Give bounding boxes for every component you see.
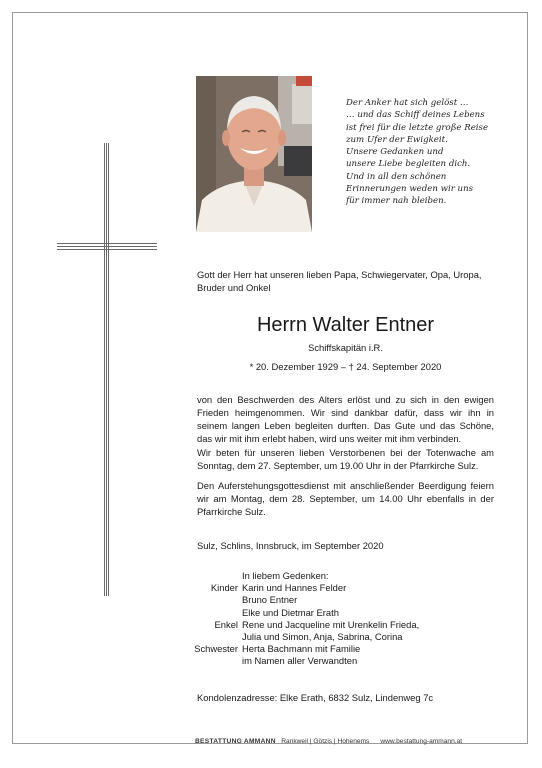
poem-line: ist frei für die letzte große Reise — [346, 122, 489, 133]
footer-brand: BESTATTUNG — [195, 738, 243, 745]
footer — [195, 738, 462, 745]
mourner-row — [160, 619, 419, 631]
mourner-row — [160, 643, 419, 655]
mourner-label — [160, 607, 242, 619]
deceased-title: Schiffskapitän i.R. — [308, 342, 383, 353]
poem-line: zum Ufer der Ewigkeit. — [346, 134, 448, 145]
paragraph-farewell: von den Beschwerden des Alters erlöst und zu sich in den ewigen Frieden heimgenommen. Wir sind dankbar dafür, dass wir ihn in seinem langen Leben begleiten durften. Das Gute und das Schöne, das wir mit ihm erlebt haben, wird uns weiter mit ihm verbinden. — [197, 394, 494, 444]
mourner-row — [160, 655, 419, 667]
mourner-label: Schwester — [194, 643, 238, 655]
mourner-names: Bruno Entner — [242, 594, 298, 606]
mourner-row — [160, 570, 419, 582]
mourner-names: Rene und Jacqueline mit Urenkelin Frieda, — [242, 618, 420, 630]
mourner-label — [160, 594, 242, 606]
mourner-label — [160, 655, 242, 667]
footer-locations: Rankweil | Götzis | Hohenems — [281, 738, 370, 745]
poem-line: Unsere Gedanken und — [346, 147, 444, 158]
paragraph-wake: Wir beten für unseren lieben Verstorbenen bei der Totenwache am Sonntag, dem 27. September, um 19.00 Uhr in der Pfarrkirche Sulz. — [197, 447, 494, 471]
mourner-names: In liebem Gedenken: — [242, 570, 329, 581]
mourner-label: Enkel — [214, 618, 238, 630]
poem-line: unsere Liebe begleiten dich. — [346, 159, 471, 170]
paragraph-funeral: Den Auferstehungsgottesdienst mit anschließender Beerdigung feiern wir am Montag, dem 28. September, um 14.00 Uhr ebenfalls in der Pfarrkirche Sulz. — [197, 480, 494, 517]
mourner-row — [160, 582, 419, 594]
mourner-row — [160, 607, 419, 619]
poem — [346, 97, 526, 208]
footer-brand-name: AMMANN — [243, 738, 276, 745]
mourners-list — [160, 570, 419, 668]
mourner-names: Karin und Hannes Felder — [242, 582, 347, 594]
deceased-name: Herrn Walter Entner — [256, 314, 435, 336]
mourner-names: Herta Bachmann mit Familie — [242, 643, 361, 655]
intro-text: Gott der Herr hat unseren lieben Papa, Schwiegervater, Opa, Uropa, Bruder und Onkel — [197, 269, 482, 293]
place-date: Sulz, Schlins, Innsbruck, im September 2020 — [197, 540, 384, 551]
mourner-label — [160, 570, 242, 582]
poem-line: Der Anker hat sich gelöst … — [346, 98, 469, 108]
mourner-row — [160, 631, 419, 643]
footer-website-link[interactable]: www.bestattung-ammann.at — [380, 738, 463, 745]
portrait-photo — [196, 76, 312, 232]
condolence-address: Kondolenzadresse: Elke Erath, 6832 Sulz, Lindenweg 7c — [197, 692, 434, 703]
poem-line: Erinnerungen weden wir uns — [346, 184, 474, 195]
poem-line: … und das Schiff deines Lebens — [346, 110, 485, 121]
mourner-names: im Namen aller Verwandten — [242, 655, 358, 667]
mourner-row — [160, 594, 419, 606]
mourner-names: Elke und Dietmar Erath — [242, 606, 339, 618]
mourner-label: Kinder — [210, 582, 238, 594]
mourner-names: Julia und Simon, Anja, Sabrina, Corina — [242, 631, 403, 643]
cross-horizontal — [57, 243, 157, 253]
poem-line: für immer nah bleiben. — [346, 196, 447, 207]
mourner-label — [160, 631, 242, 643]
cross-vertical — [104, 143, 110, 596]
life-dates: * 20. Dezember 1929 – † 24. September 2020 — [249, 361, 442, 372]
poem-line: Und in all den schönen — [346, 171, 447, 182]
